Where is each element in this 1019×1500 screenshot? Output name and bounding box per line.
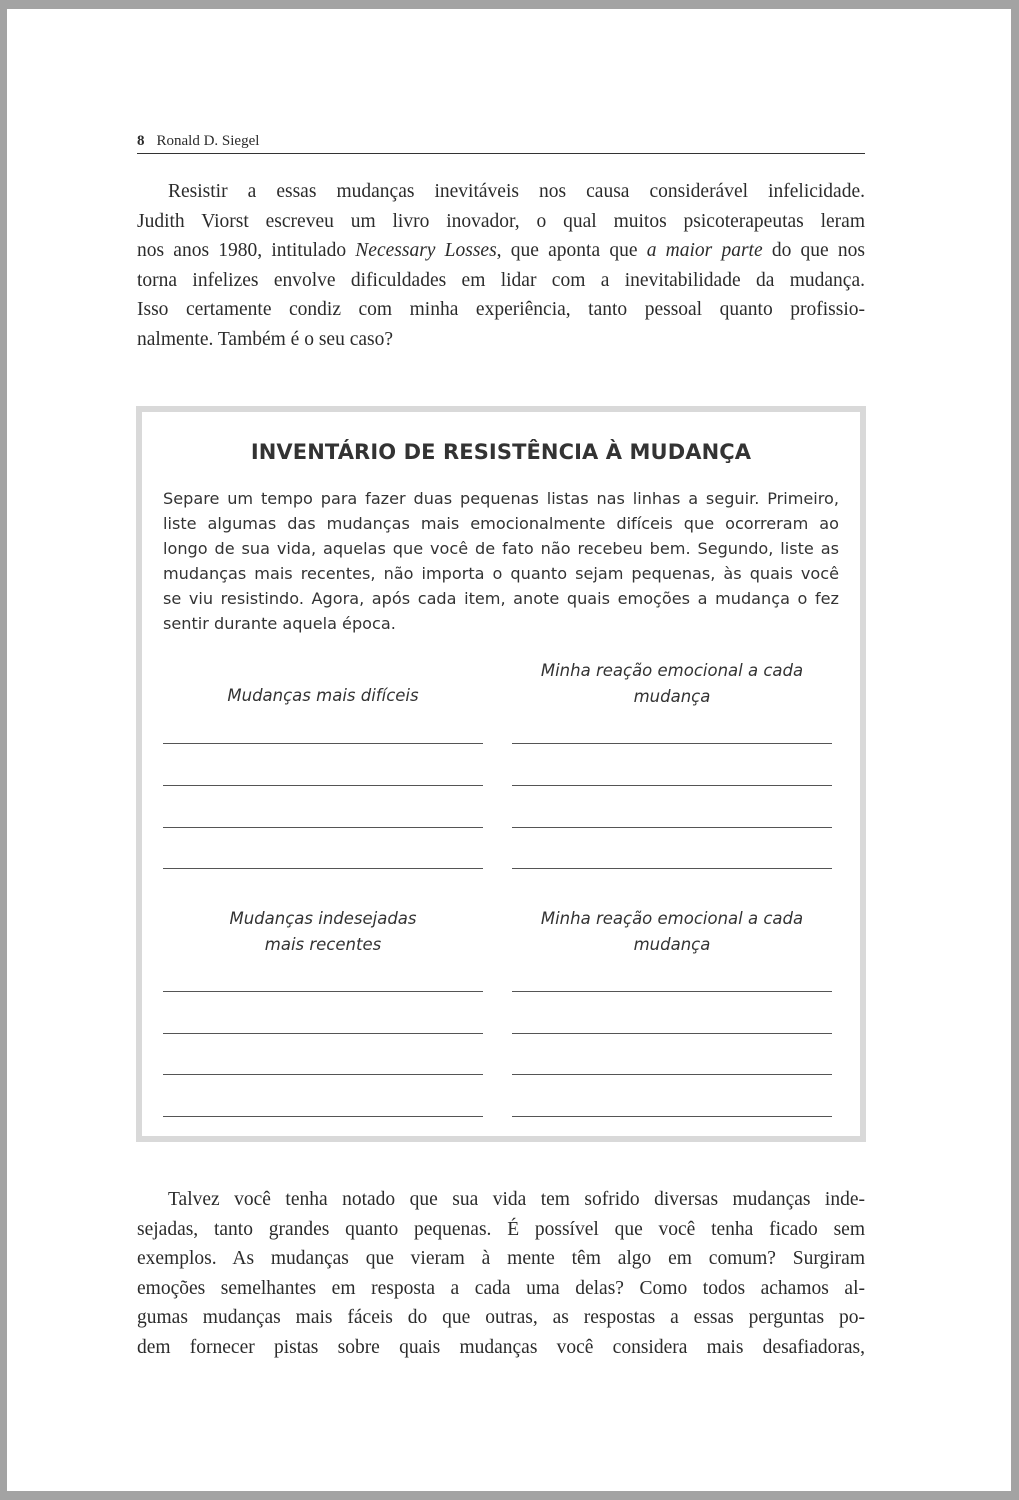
heading-line: mudança bbox=[633, 935, 711, 954]
paragraph-line: nalmente. Também é o seu caso? bbox=[137, 328, 394, 350]
exercise-instructions bbox=[163, 486, 839, 636]
writing-line-difficult-2[interactable] bbox=[163, 785, 483, 786]
writing-line-reaction-3[interactable] bbox=[512, 827, 832, 828]
heading-recent-unwanted-changes bbox=[163, 906, 483, 958]
writing-line-recent-3[interactable] bbox=[163, 1074, 483, 1075]
book-page bbox=[7, 9, 1011, 1491]
instruction-line: se viu resistindo. Agora, após cada item, anote quais emoções a mudança o fez bbox=[163, 589, 839, 608]
paragraph-line bbox=[137, 236, 865, 266]
writing-line-recent-1[interactable] bbox=[163, 991, 483, 992]
instruction-line: liste algumas das mudanças mais emocionalmente difíceis que ocorreram ao bbox=[163, 514, 839, 533]
heading-line: mudança bbox=[633, 687, 711, 706]
paragraph-line: gumas mudanças mais fáceis do que outras, as respostas a essas perguntas po- bbox=[137, 1307, 865, 1329]
paragraph-1 bbox=[137, 177, 865, 355]
instruction-line: sentir durante aquela época. bbox=[163, 614, 396, 633]
exercise-title: INVENTÁRIO DE RESISTÊNCIA À MUDANÇA bbox=[250, 440, 752, 464]
writing-line-reaction-2[interactable] bbox=[512, 785, 832, 786]
paragraph-line: emoções semelhantes em resposta a cada uma delas? Como todos achamos al- bbox=[137, 1277, 865, 1299]
writing-line-reaction-6[interactable] bbox=[512, 1033, 832, 1034]
exercise-box bbox=[136, 406, 866, 1142]
paragraph-line: Resistir a essas mudanças inevitáveis nos causa considerável infelicidade. bbox=[168, 181, 865, 202]
paragraph-2 bbox=[137, 1185, 865, 1363]
writing-line-recent-2[interactable] bbox=[163, 1033, 483, 1034]
heading-line: Minha reação emocional a cada bbox=[540, 909, 804, 928]
heading-line: Minha reação emocional a cada bbox=[540, 661, 804, 680]
paragraph-line: sejadas, tanto grandes quanto pequenas. É possível que você tenha ficado sem bbox=[137, 1218, 865, 1240]
page-number: 8 bbox=[137, 133, 145, 149]
emphasis: a maior parte bbox=[646, 240, 763, 262]
text-run: nos anos 1980, intitulado bbox=[137, 240, 356, 262]
paragraph-line: exemplos. As mudanças que vieram à mente têm algo em comum? Surgiram bbox=[137, 1248, 865, 1270]
instruction-line: Separe um tempo para fazer duas pequenas listas nas linhas a seguir. Primeiro, bbox=[163, 489, 839, 508]
writing-line-reaction-7[interactable] bbox=[512, 1074, 832, 1075]
paragraph-line: dem fornecer pistas sobre quais mudanças você considera mais desafiadoras, bbox=[137, 1336, 865, 1358]
heading-emotional-reaction bbox=[512, 658, 832, 710]
writing-line-difficult-1[interactable] bbox=[163, 743, 483, 744]
instruction-line: mudanças mais recentes, não importa o quanto sejam pequenas, às quais você bbox=[163, 564, 839, 583]
heading-emotional-reaction-2 bbox=[512, 906, 832, 958]
instruction-line: longo de sua vida, aquelas que você de fato não recebeu bem. Segundo, liste as bbox=[163, 539, 839, 558]
paragraph-line: Isso certamente condiz com minha experiência, tanto pessoal quanto profissio- bbox=[137, 299, 865, 321]
text-run: , que aponta que bbox=[496, 240, 647, 262]
writing-line-difficult-4[interactable] bbox=[163, 868, 483, 869]
heading-difficult-changes: Mudanças mais difíceis bbox=[227, 686, 419, 705]
paragraph-line: Talvez você tenha notado que sua vida tem sofrido diversas mudanças inde- bbox=[168, 1189, 865, 1210]
writing-line-reaction-4[interactable] bbox=[512, 868, 832, 869]
text-run: do que nos bbox=[762, 240, 865, 262]
writing-line-recent-4[interactable] bbox=[163, 1116, 483, 1117]
author-name: Ronald D. Siegel bbox=[156, 133, 260, 149]
heading-line: mais recentes bbox=[264, 935, 382, 954]
book-title: Necessary Losses bbox=[355, 240, 497, 262]
heading-line: Mudanças indesejadas bbox=[229, 909, 417, 928]
writing-line-reaction-5[interactable] bbox=[512, 991, 832, 992]
writing-line-reaction-8[interactable] bbox=[512, 1116, 832, 1117]
paragraph-line: torna infelizes envolve dificuldades em lidar com a inevitabilidade da mudança. bbox=[137, 269, 865, 291]
writing-line-difficult-3[interactable] bbox=[163, 827, 483, 828]
paragraph-line: Judith Viorst escreveu um livro inovador, o qual muitos psicoterapeutas leram bbox=[137, 210, 865, 232]
writing-line-reaction-1[interactable] bbox=[512, 743, 832, 744]
running-head bbox=[137, 131, 865, 154]
